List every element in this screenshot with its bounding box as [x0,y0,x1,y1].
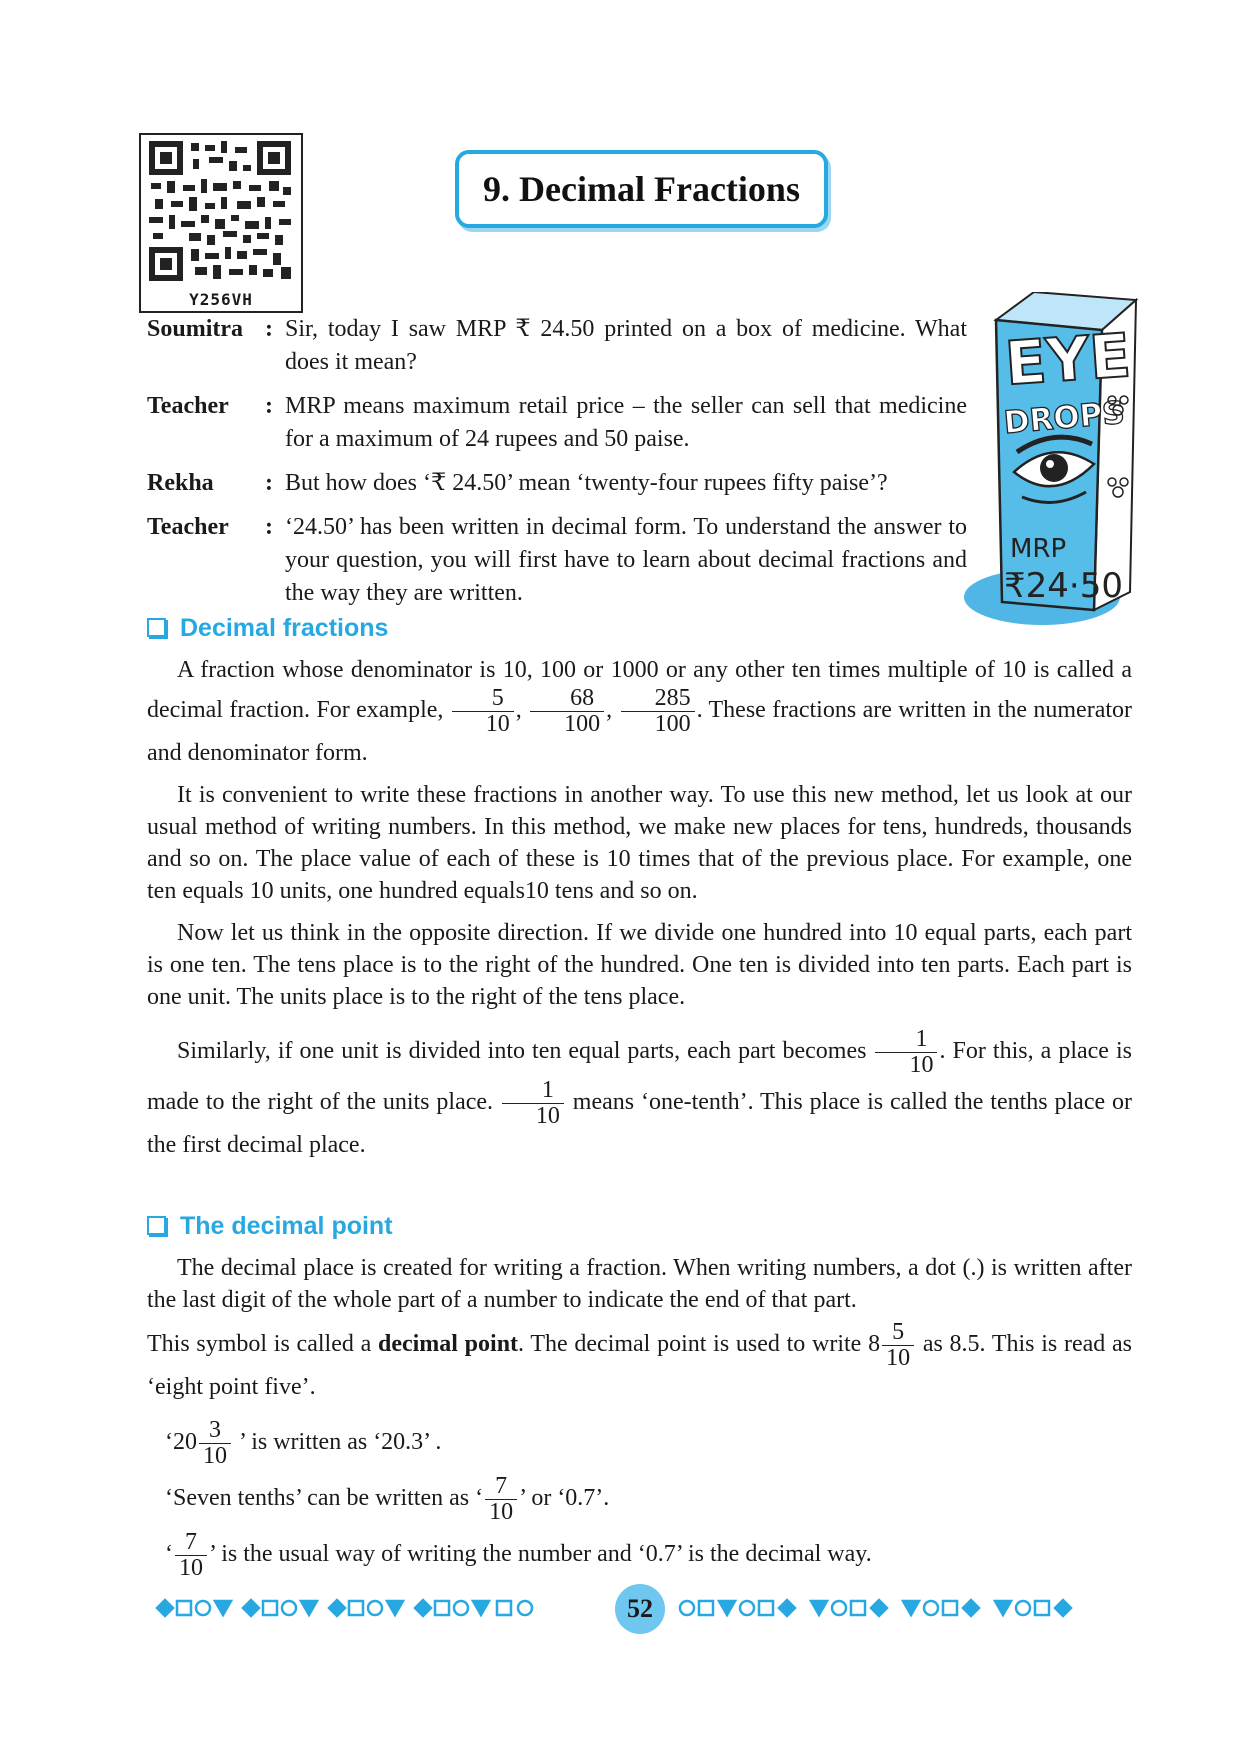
box-text-mrp: MRP [1010,534,1067,564]
box-text-eye: EYE [1002,320,1133,400]
square-bullet-icon [147,1216,166,1235]
dialogue-colon: : [265,316,273,342]
section-heading-text: The decimal point [180,1212,393,1240]
fraction: $\frac{3}{10}$ [199,1418,231,1469]
fraction: $\frac{5}{10}$ [452,686,514,737]
dialogue-speaker: Teacher [147,514,229,540]
box-text-drops: DROPS [1002,394,1127,442]
fraction: $\frac{1}{10}$ [502,1078,564,1129]
qr-code[interactable] [139,133,303,313]
fraction: $\frac{68}{100}$ [530,686,604,737]
fraction: $\frac{285}{100}$ [621,686,695,737]
chapter-title-box [455,150,828,228]
dialogue-speaker: Rekha [147,470,214,496]
example-line: ‘ $\frac{7}{10}$ ’ is the usual way of writing the number and ‘0.7’ is the decimal way. [165,1529,872,1581]
example-line: ‘Seven tenths’ can be written as ‘ $\frac{7}{10}$ ’ or ‘0.7’. [165,1473,610,1525]
fraction: $\frac{5}{10}$ [882,1320,914,1371]
page-number: 52 [615,1584,665,1634]
qr-pattern-icon [149,141,291,281]
footer-ornament-left-icon [147,1596,602,1620]
bold-term: decimal point [377,1331,519,1358]
dialogue-speaker: Teacher [147,393,229,419]
square-bullet-icon [147,618,166,637]
section-heading-decimal-fractions [147,614,388,643]
footer-ornament-right-icon [675,1596,1132,1620]
fraction: $\frac{7}{10}$ [175,1530,207,1581]
fraction: $\frac{7}{10}$ [485,1474,517,1525]
section1-body [147,654,1132,1161]
paragraph: This symbol is called a decimal point. The decimal point is used to write 8 $\frac{5}{10}$ as 8.5. This is read as ‘eight point five’. [147,1319,1133,1400]
dialogue-line [147,467,967,500]
eye-drops-box-illustration [962,292,1142,632]
dialogue-line [147,511,967,610]
paragraph: Similarly, if one unit is divided into ten equal parts, each part becomes $\frac{1}{10}$ . For this, a place is made to the right of the units place. $\frac{1}{10}$ means ‘one-tenth’. This place is called the tenths place or the first decimal place. [147,1026,1133,1158]
section-heading-decimal-point [147,1212,393,1241]
paragraph: It is convenient to write these fractions in another way. To use this new method, let us look at our usual method of writing numbers. In this method, we make new places for tens, hundreds, thousands and so on. The place value of each of these is 10 times that of the previous place. For example, one ten equals 10 units, one hundred equals10 tens and so on. [147,782,1132,904]
dialogue-line [147,390,967,456]
dialogue-colon: : [265,393,273,419]
section2-body [147,1252,1132,1403]
dialogue-colon: : [265,470,273,496]
dialogue-text: Sir, today I saw MRP ₹ 24.50 printed on a box of medicine. What does it mean? [285,316,967,375]
page-footer [147,1582,1132,1632]
paragraph: Now let us think in the opposite direction. If we divide one hundred into 10 equal parts, each part is one ten. The tens place is to the right of the hundred. One ten is divided into ten parts. Each part is one unit. The units place is to the right of the tens place. [147,920,1132,1010]
example-line: ‘20 $\frac{3}{10}$ ’ is written as ‘20.3’ . [165,1417,442,1469]
fraction: $\frac{1}{10}$ [875,1027,937,1078]
chapter-title: 9. Decimal Fractions [483,169,800,209]
dialogue-text: ‘24.50’ has been written in decimal form. To understand the answer to your question, you will first have to learn about decimal fractions and the way they are written. [285,514,967,606]
section-heading-text: Decimal fractions [180,614,389,642]
paragraph: A fraction whose denominator is 10, 100 or 1000 or any other ten times multiple of 10 is called a decimal fraction. For example, $\frac{5}{10}$ , $\frac{68}{100}$ , $\frac{285}{100}$ . These fractions are written in the numerator and denominator form. [147,657,1133,766]
qr-code-label: Y256VH [189,290,253,309]
box-text-price: ₹24·50 [1004,566,1123,606]
dialogue-line [147,313,967,379]
dialogue-text: MRP means maximum retail price – the seller can sell that medicine for a maximum of 24 rupees and 50 paise. [285,393,967,452]
dialogue-speaker: Soumitra [147,316,243,342]
dialogue-text: But how does ‘₹ 24.50’ mean ‘twenty-four rupees fifty paise’? [285,470,888,496]
dialogue-colon: : [265,514,273,540]
paragraph: The decimal place is created for writing a fraction. When writing numbers, a dot (.) is written after the last digit of the whole part of a number to indicate the end of that part. [147,1255,1132,1313]
